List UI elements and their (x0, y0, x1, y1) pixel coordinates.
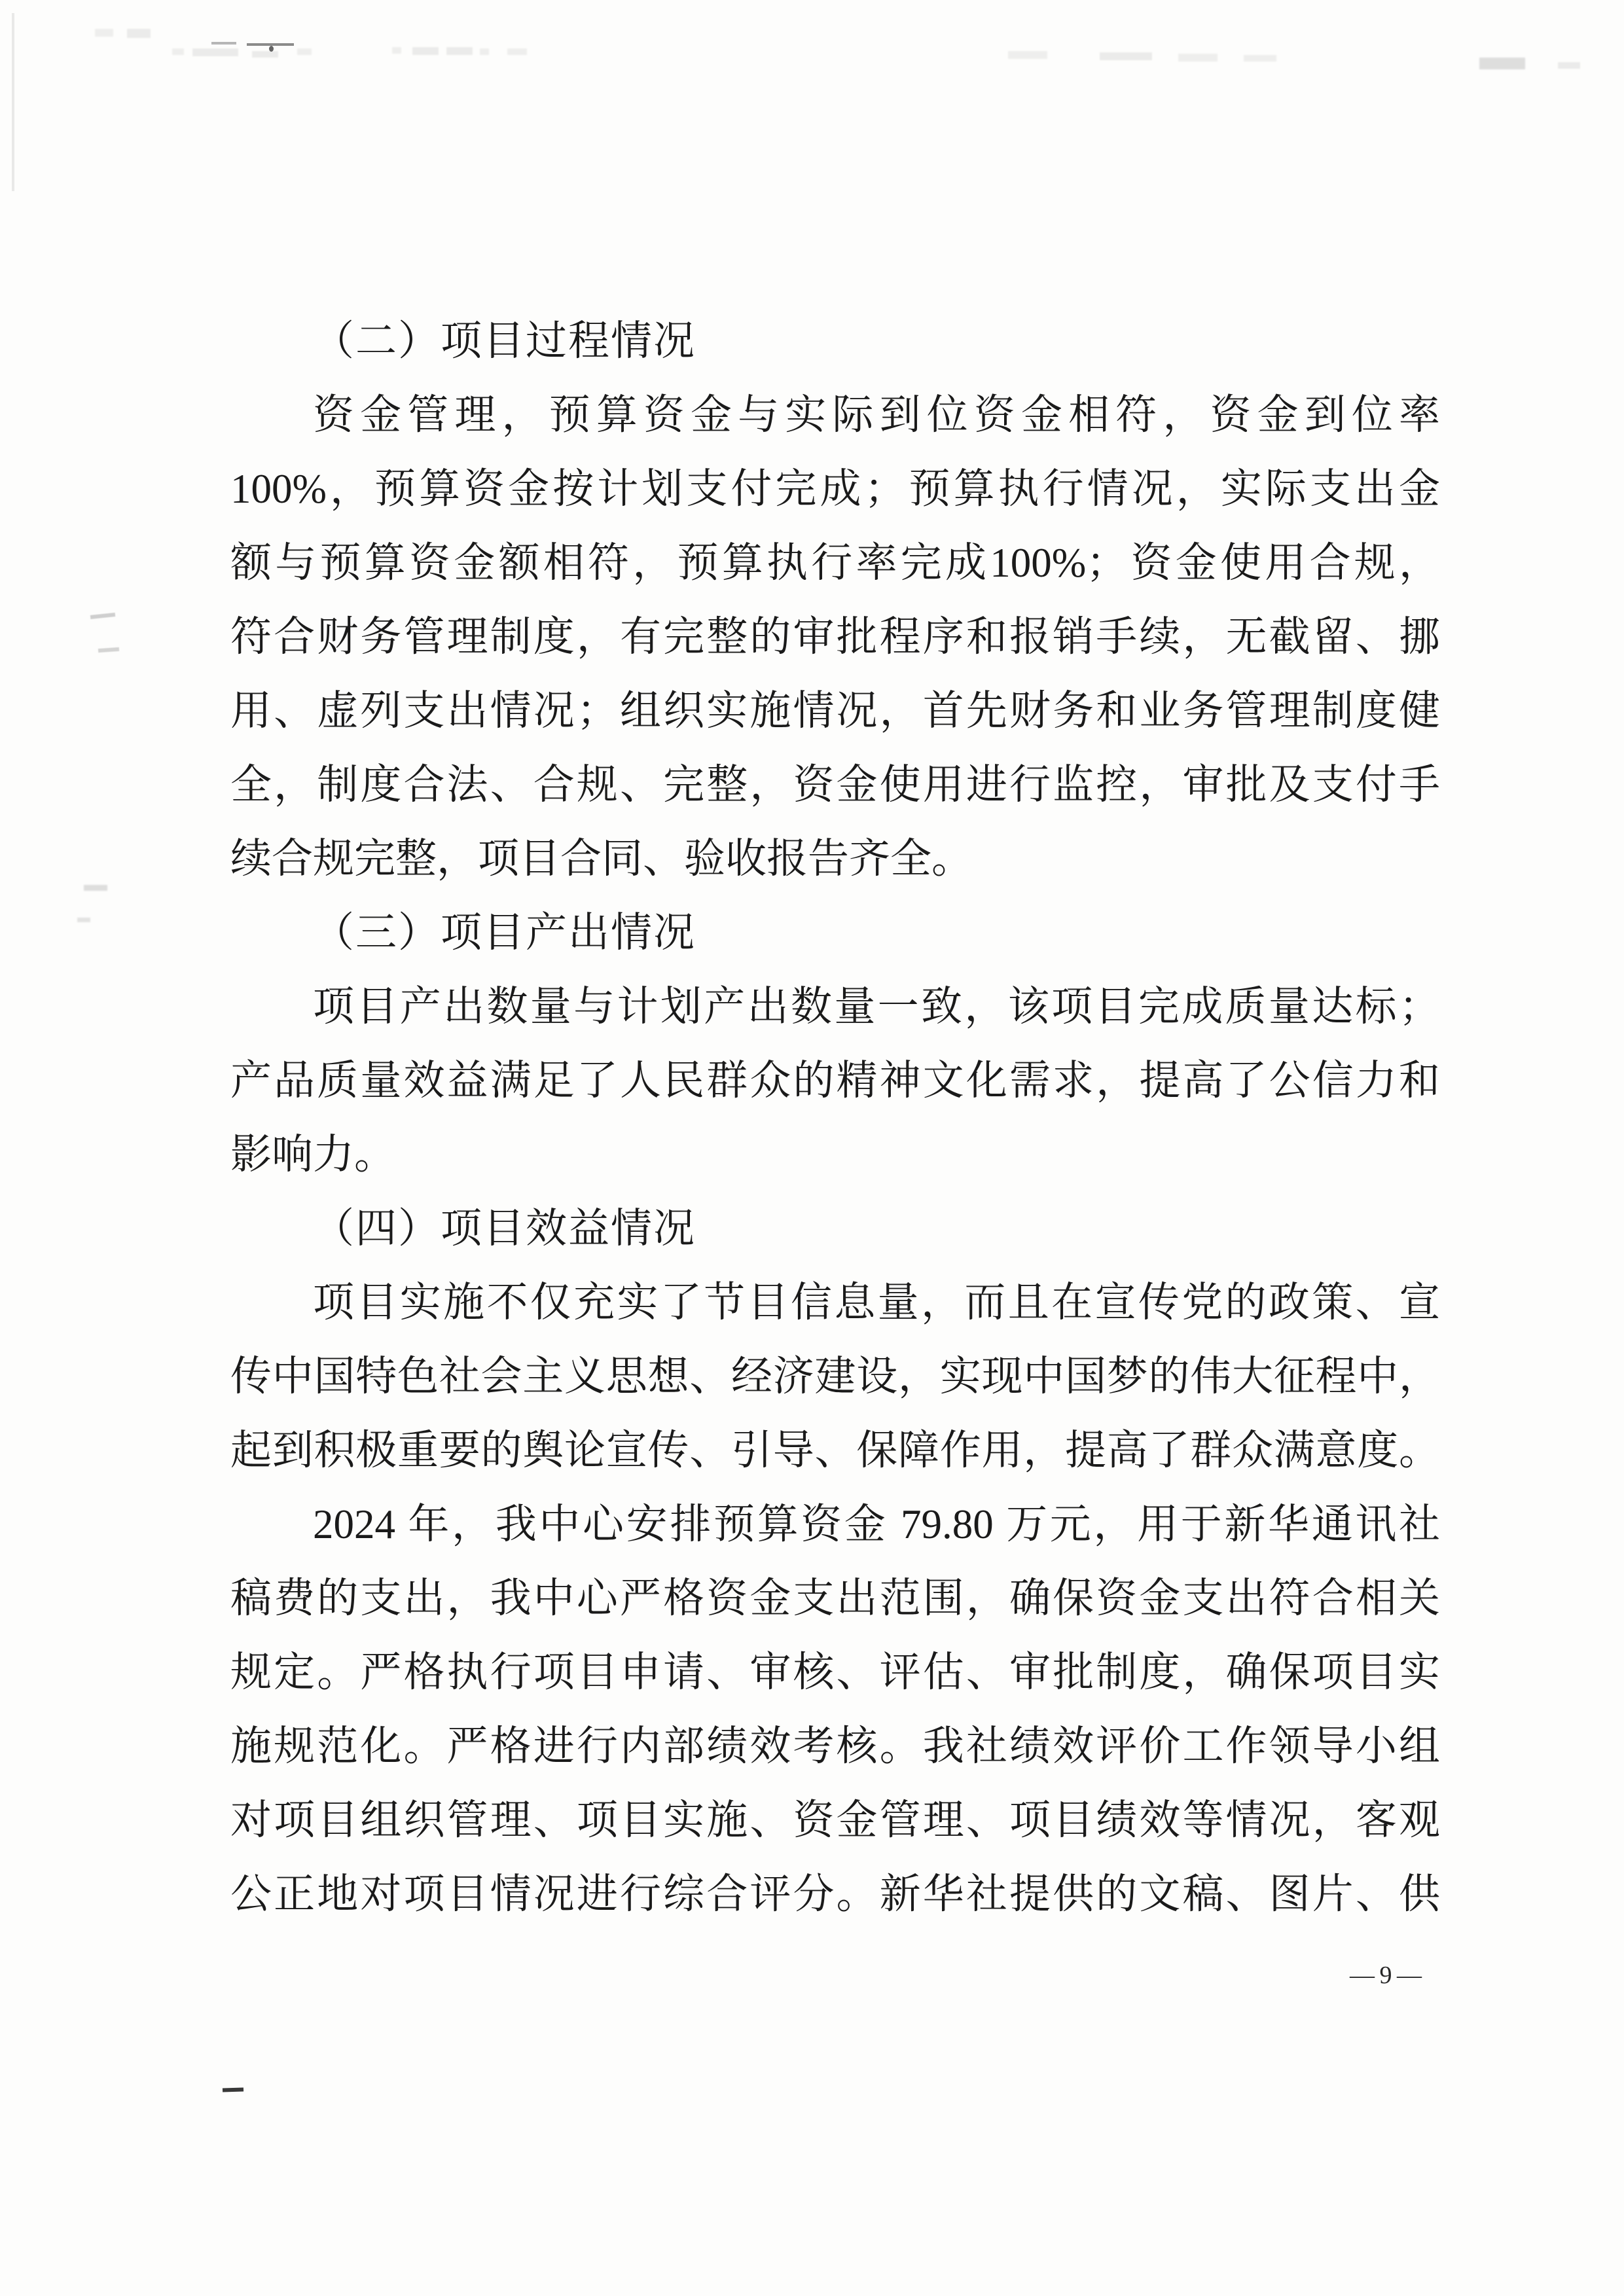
scan-artifact (1008, 51, 1047, 59)
scan-artifact (1244, 55, 1276, 62)
scan-artifact (480, 48, 489, 55)
document-body (230, 304, 1440, 1931)
scan-artifact (1178, 54, 1218, 62)
body-line: 资金管理，预算资金与实际到位资金相符，资金到位率 (313, 392, 1440, 438)
scan-artifact-bottom-dash (223, 2087, 244, 2092)
body-line: 用、虚列支出情况；组织实施情况，首先财务和业务管理制度健 (230, 688, 1440, 734)
scan-artifact (192, 48, 238, 56)
scan-artifact-margin-mark (90, 613, 115, 619)
body-line: 影响力。 (230, 1132, 395, 1177)
scan-artifact (392, 47, 401, 54)
body-line: 额与预算资金额相符，预算执行率完成100%；资金使用合规， (230, 540, 1440, 586)
body-line: 项目产出数量与计划产出数量一致，该项目完成质量达标； (313, 984, 1440, 1030)
body-line: 符合财务管理制度，有完整的审批程序和报销手续，无截留、挪 (230, 614, 1440, 660)
scan-artifact (172, 48, 184, 55)
scan-artifact (247, 43, 294, 46)
body-line: 稿费的支出，我中心严格资金支出范围，确保资金支出符合相关 (230, 1575, 1440, 1621)
body-line: 全，制度合法、合规、完整，资金使用进行监控，审批及支付手 (230, 762, 1440, 808)
scan-artifact (1479, 58, 1525, 69)
scan-artifact (507, 48, 527, 55)
body-line: 续合规完整，项目合同、验收报告齐全。 (230, 836, 973, 882)
scan-artifact (252, 51, 278, 58)
scan-artifact-margin-mark (84, 885, 107, 891)
heading-section-iii: （三）项目产出情况 (313, 910, 696, 956)
body-line: 施规范化。严格进行内部绩效考核。我社绩效评价工作领导小组 (230, 1723, 1440, 1769)
body-line: 项目实施不仅充实了节目信息量，而且在宣传党的政策、宣 (313, 1280, 1440, 1325)
heading-section-iv: （四）项目效益情况 (313, 1206, 696, 1251)
body-line: 2024 年，我中心安排预算资金 79.80 万元，用于新华通讯社 (313, 1501, 1440, 1547)
scan-artifact (127, 29, 151, 38)
scan-artifact (95, 29, 113, 37)
body-line: 产品质量效益满足了人民群众的精神文化需求，提高了公信力和 (230, 1058, 1440, 1103)
body-line: 起到积极重要的舆论宣传、引导、保障作用，提高了群众满意度。 (230, 1427, 1440, 1473)
body-line: 100%，预算资金按计划支付完成；预算执行情况，实际支出金 (230, 466, 1440, 512)
heading-section-ii: （二）项目过程情况 (313, 318, 696, 364)
scan-artifact-margin-mark (98, 647, 119, 653)
scan-artifact (1558, 62, 1580, 69)
scan-artifact (412, 47, 439, 55)
scan-artifact (446, 47, 473, 55)
scan-artifact-margin-mark (77, 918, 90, 922)
body-line: 规定。严格执行项目申请、审核、评估、审批制度，确保项目实 (230, 1649, 1440, 1695)
body-line: 传中国特色社会主义思想、经济建设，实现中国梦的伟大征程中， (230, 1354, 1440, 1399)
scan-artifact (211, 42, 236, 45)
scan-artifact-edge-line (12, 13, 14, 191)
scan-artifact (297, 48, 312, 55)
page-number: — 9 — (1350, 1962, 1421, 1989)
scan-artifact (269, 46, 274, 52)
body-line: 公正地对项目情况进行综合评分。新华社提供的文稿、图片、供 (230, 1871, 1440, 1917)
scan-artifact (1100, 52, 1152, 60)
body-line: 对项目组织管理、项目实施、资金管理、项目绩效等情况，客观 (230, 1797, 1440, 1843)
